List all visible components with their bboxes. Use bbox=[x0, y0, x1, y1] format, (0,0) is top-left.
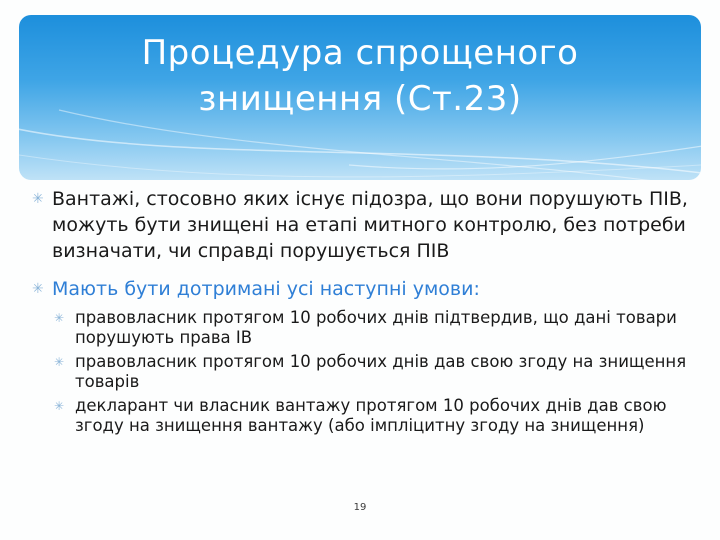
asterisk-bullet-icon: ✳ bbox=[32, 191, 44, 207]
slide-body bbox=[32, 186, 692, 440]
page-number: 19 bbox=[353, 502, 367, 513]
asterisk-bullet-icon: ✳ bbox=[54, 355, 65, 369]
bullet-point-2 bbox=[32, 276, 692, 302]
title-line-2: знищення (Ст.23) bbox=[198, 79, 522, 119]
sub-bullet-2 bbox=[54, 352, 692, 392]
bullet-point-text: Мають бути дотримані усі наступні умови: bbox=[52, 278, 480, 300]
sub-bullet-text: правовласник протягом 10 робочих днів підтвердив, що дані товари порушують права ІВ bbox=[75, 308, 677, 347]
asterisk-bullet-icon: ✳ bbox=[54, 399, 65, 413]
sub-bullet-text: правовласник протягом 10 робочих днів дав свою згоду на знищення товарів bbox=[75, 352, 687, 391]
bullet-point-1 bbox=[32, 186, 692, 264]
slide-title bbox=[19, 30, 701, 122]
bullet-point-text: Вантажі, стосовно яких існує підозра, що вони порушують ПІВ, можуть бути знищені на етапі митного контролю, без потреби визначати, чи справді порушується ПІВ bbox=[52, 188, 688, 262]
sub-bullet-3 bbox=[54, 396, 692, 436]
asterisk-bullet-icon: ✳ bbox=[54, 311, 65, 325]
sub-bullet-1 bbox=[54, 308, 692, 348]
title-line-1: Процедура спрощеного bbox=[141, 33, 579, 73]
asterisk-bullet-icon: ✳ bbox=[32, 281, 44, 297]
sub-bullet-text: декларант чи власник вантажу протягом 10 робочих днів дав свою згоду на знищення вантажу (або імпліцитну згоду на знищення) bbox=[75, 396, 667, 435]
